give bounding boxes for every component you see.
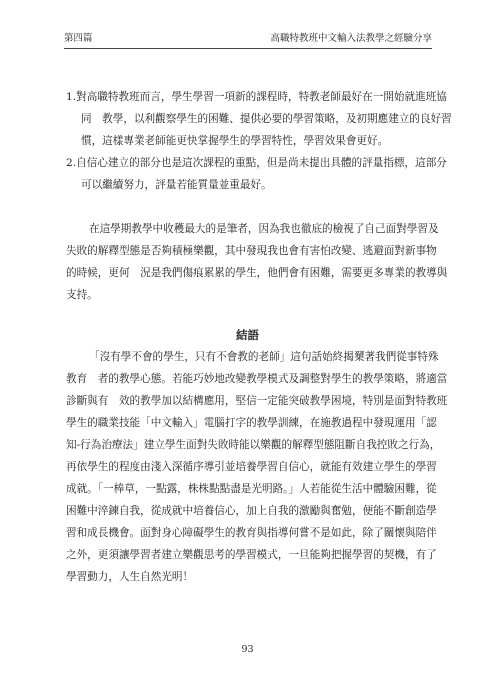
text-line: 診斷與有 效的教學加以結構應用，堅信一定能突破教學困境，特別是面對特教班 xyxy=(66,395,448,407)
text-line: 在這學期教學中收穫最大的是筆者，因為我也徹底的檢視了自己面對學習及 xyxy=(89,223,439,235)
page-number: 93 xyxy=(241,644,254,655)
text-line: 同 教學，以利觀察學生的困難、提供必要的學習策略，及初期應建立的良好習 xyxy=(81,113,452,125)
text-line: 學生的職業技能「中文輸入」電腦打字的教學訓練，在施教過程中發現運用「認 xyxy=(66,417,437,429)
text-line: 困難中淬鍊自我，從成就中培養信心，加上自我的激勵與奮勉，便能不斷創造學 xyxy=(66,505,437,517)
text-line: 學習動力，人生自然光明！ xyxy=(66,571,194,583)
text-line: 「沒有學不會的學生，只有不會教的老師」這句話始終揭櫫著我們從事特殊 xyxy=(89,351,439,363)
running-title: 高職特教班中文輸入法教學之經驗分享 xyxy=(270,33,432,44)
text-line: 可以繼續努力，評量若能質量並重最好。 xyxy=(81,179,272,191)
text-line: 之外，更須讓學習者建立樂觀思考的學習模式，一旦能夠把握學習的契機，有了 xyxy=(66,549,437,561)
text-line: 2.自信心建立的部分也是這次課程的重點，但是尚未提出具體的評量指標，這部分 xyxy=(66,157,447,169)
page-header xyxy=(64,30,432,49)
chapter-label: 第四篇 xyxy=(64,33,93,44)
text-line: 1.對高職特教班而言，學生學習一項新的課程時，特教老師最好在一開始就進班協 xyxy=(66,91,447,103)
section-heading: 結語 xyxy=(236,328,259,342)
text-line: 習和成長機會。面對身心障礙學生的教育與指導何嘗不是如此，除了關懷與陪伴 xyxy=(66,527,437,539)
text-line: 知-行為治療法」建立學生面對失敗時能以樂觀的解釋型態阻斷自我控敗之行為， xyxy=(66,439,441,451)
text-line: 的時候，更何 況是我們傷痕累累的學生，他們會有困難，需要更多專業的教導與 xyxy=(66,267,448,279)
text-line: 慣，這樣專業老師能更快掌握學生的學習特性，學習效果會更好。 xyxy=(81,135,389,147)
text-line: 支持。 xyxy=(66,289,98,301)
text-line: 教育 者的教學心態。若能巧妙地改變教學模式及調整對學生的教學策略，將適當 xyxy=(66,373,448,385)
text-line: 再依學生的程度由淺入深循序導引並培養學習自信心，就能有效建立學生的學習 xyxy=(66,461,437,473)
text-line: 成就。「一棒草，一點露，株株點點盡是光明路。」人若能從生活中體驗困難，從 xyxy=(66,483,437,495)
text-line: 失敗的解釋型態是否夠積極樂觀，其中發現我也會有害怕改變、逃避面對新事物 xyxy=(66,245,437,257)
